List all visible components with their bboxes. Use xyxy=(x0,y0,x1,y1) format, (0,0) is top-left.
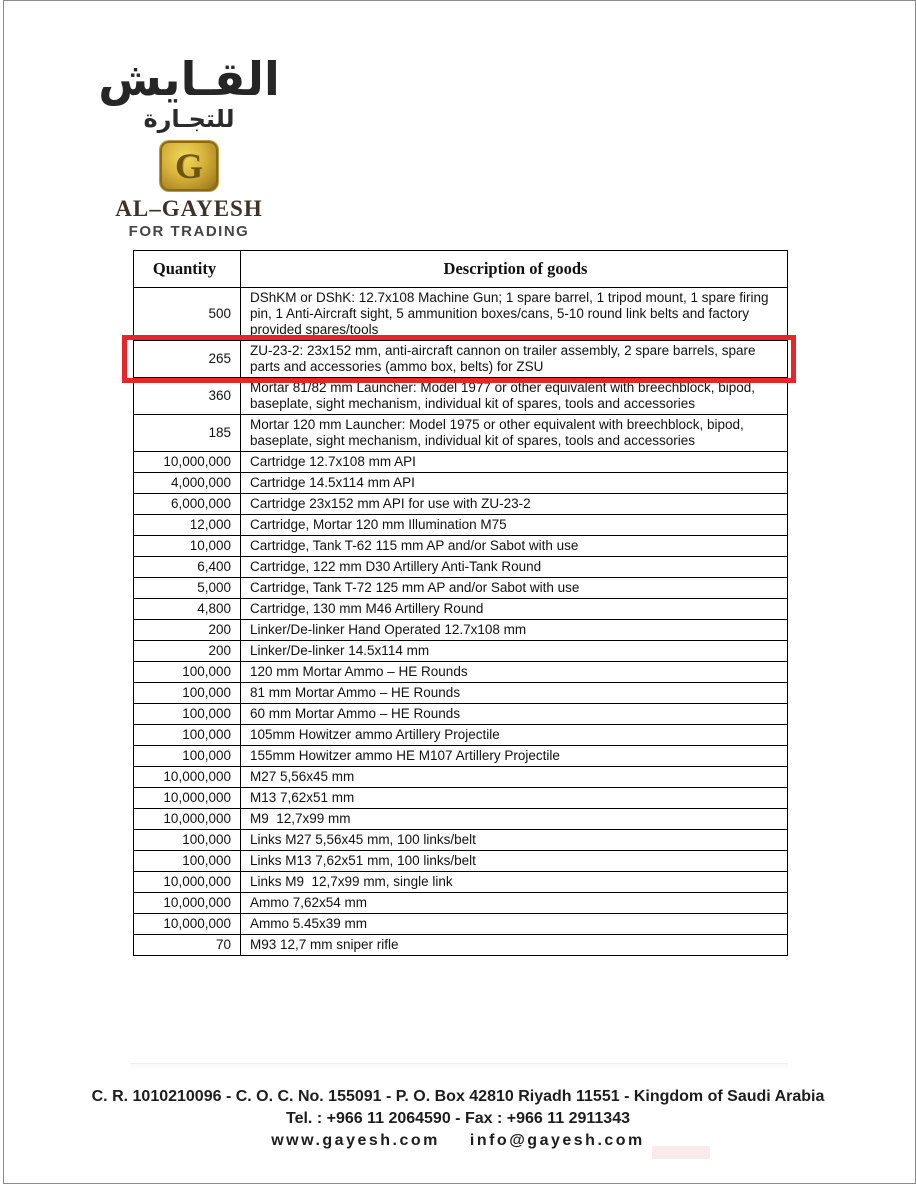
description-cell: M9 12,7x99 mm xyxy=(250,811,351,826)
table-row xyxy=(134,599,787,620)
footer-registration-line: C. R. 1010210096 - C. O. C. No. 155091 - P. O. Box 42810 Riyadh 11551 - Kingdom of Saudi Arabia xyxy=(91,1088,825,1105)
description-cell: 105mm Howitzer ammo Artillery Projectile xyxy=(250,727,500,742)
table-row xyxy=(134,935,787,955)
quantity-column-header: Quantity xyxy=(134,251,241,287)
description-cell: 60 mm Mortar Ammo – HE Rounds xyxy=(250,706,461,721)
footer-web-line xyxy=(0,1130,916,1152)
description-cell: Cartridge, 130 mm M46 Artillery Round xyxy=(250,601,484,616)
quantity-cell: 10,000,000 xyxy=(134,452,241,472)
table-header-row xyxy=(134,251,787,288)
table-row xyxy=(134,893,787,914)
logo-arabic-tagline: للتجـارة xyxy=(143,104,235,133)
table-row xyxy=(134,288,787,341)
quantity-cell: 100,000 xyxy=(134,830,241,850)
description-cell: M93 12,7 mm sniper rifle xyxy=(250,937,399,952)
footer-website: www.gayesh.com xyxy=(271,1132,440,1149)
table-row xyxy=(134,914,787,935)
table-row xyxy=(134,557,787,578)
description-cell: Links M13 7,62x51 mm, 100 links/belt xyxy=(250,853,476,868)
quantity-cell: 10,000,000 xyxy=(134,767,241,787)
description-cell: Mortar 120 mm Launcher: Model 1975 or other equivalent with breechblock, bipod, baseplate, sight mechanism, individual kit of spares, tools and accessories xyxy=(250,417,748,448)
table-row xyxy=(134,746,787,767)
quantity-cell: 10,000,000 xyxy=(134,872,241,892)
description-cell: DShKM or DShK: 12.7x108 Machine Gun; 1 spare barrel, 1 tripod mount, 1 spare firing pin, 1 Anti-Aircraft sight, 5 ammunition boxes/cans, 5-10 round link belts and factory provided spares/tools xyxy=(250,290,773,337)
quantity-cell: 10,000,000 xyxy=(134,809,241,829)
table-row xyxy=(134,536,787,557)
company-logo xyxy=(96,54,282,240)
table-row xyxy=(134,620,787,641)
table-row xyxy=(134,641,787,662)
quantity-cell: 10,000 xyxy=(134,536,241,556)
quantity-cell: 100,000 xyxy=(134,683,241,703)
quantity-cell: 100,000 xyxy=(134,725,241,745)
table-row xyxy=(134,683,787,704)
quantity-cell: 100,000 xyxy=(134,662,241,682)
table-row xyxy=(134,515,787,536)
description-cell: Ammo 5.45x39 mm xyxy=(250,916,368,931)
quantity-cell: 70 xyxy=(134,935,241,955)
table-row xyxy=(134,415,787,452)
table-row xyxy=(134,830,787,851)
description-cell: 120 mm Mortar Ammo – HE Rounds xyxy=(250,664,468,679)
footer xyxy=(0,1086,916,1152)
table-row xyxy=(134,662,787,683)
description-cell: ZU-23-2: 23x152 mm, anti-aircraft cannon on trailer assembly, 2 spare barrels, spare parts and accessories (ammo box, belts) for ZSU xyxy=(250,343,760,374)
table-row xyxy=(134,473,787,494)
table-row xyxy=(134,809,787,830)
description-cell: Cartridge, Tank T-62 115 mm AP and/or Sabot with use xyxy=(250,538,579,553)
quantity-cell: 100,000 xyxy=(134,704,241,724)
table-row xyxy=(134,341,787,378)
table-row xyxy=(134,494,787,515)
footer-email: info@gayesh.com xyxy=(469,1132,645,1149)
table-row xyxy=(134,704,787,725)
table-row xyxy=(134,578,787,599)
logo-monogram-badge xyxy=(160,141,218,191)
description-cell: Links M9 12,7x99 mm, single link xyxy=(250,874,453,889)
description-cell: Linker/De-linker 14.5x114 mm xyxy=(250,643,430,658)
quantity-cell: 10,000,000 xyxy=(134,893,241,913)
description-cell: Links M27 5,56x45 mm, 100 links/belt xyxy=(250,832,476,847)
company-tagline: FOR TRADING xyxy=(128,223,250,241)
quantity-cell: 6,000,000 xyxy=(134,494,241,514)
quantity-cell: 5,000 xyxy=(134,578,241,598)
goods-table-body xyxy=(134,288,787,955)
quantity-cell: 4,000,000 xyxy=(134,473,241,493)
description-cell: Ammo 7,62x54 mm xyxy=(250,895,368,910)
quantity-cell: 200 xyxy=(134,620,241,640)
description-cell: Cartridge 23x152 mm API for use with ZU-23-2 xyxy=(250,496,531,511)
company-name: AL–GAYESH xyxy=(115,195,263,221)
description-cell: Cartridge, Mortar 120 mm Illumination M75 xyxy=(250,517,507,532)
table-row xyxy=(134,767,787,788)
quantity-cell: 6,400 xyxy=(134,557,241,577)
description-column-header: Description of goods xyxy=(443,259,588,278)
table-row xyxy=(134,872,787,893)
quantity-cell: 360 xyxy=(134,378,241,414)
description-cell: 155mm Howitzer ammo HE M107 Artillery Projectile xyxy=(250,748,560,763)
table-row xyxy=(134,725,787,746)
quantity-cell: 185 xyxy=(134,415,241,451)
description-cell: Mortar 81/82 mm Launcher: Model 1977 or other equivalent with breechblock, bipod, baseplate, sight mechanism, individual kit of spares, tools and accessories xyxy=(250,380,759,411)
quantity-cell: 4,800 xyxy=(134,599,241,619)
table-row xyxy=(134,452,787,473)
description-cell: Cartridge, 122 mm D30 Artillery Anti-Tank Round xyxy=(250,559,542,574)
description-cell: Cartridge, Tank T-72 125 mm AP and/or Sabot with use xyxy=(250,580,580,595)
logo-monogram-letter: G xyxy=(174,145,203,186)
quantity-cell: 10,000,000 xyxy=(134,788,241,808)
quantity-cell: 100,000 xyxy=(134,746,241,766)
footer-contact-line: Tel. : +966 11 2064590 - Fax : +966 11 2911343 xyxy=(286,1110,630,1127)
quantity-cell: 500 xyxy=(134,288,241,340)
table-row xyxy=(134,788,787,809)
description-cell: 81 mm Mortar Ammo – HE Rounds xyxy=(250,685,461,700)
table-row xyxy=(134,378,787,415)
description-cell: Cartridge 12.7x108 mm API xyxy=(250,454,416,469)
description-cell: Cartridge 14.5x114 mm API xyxy=(250,475,415,490)
quantity-cell: 100,000 xyxy=(134,851,241,871)
goods-table xyxy=(133,250,788,956)
quantity-cell: 12,000 xyxy=(134,515,241,535)
description-cell: Linker/De-linker Hand Operated 12.7x108 mm xyxy=(250,622,527,637)
logo-arabic-name: القـايش xyxy=(98,52,280,106)
description-cell: M27 5,56x45 mm xyxy=(250,769,355,784)
quantity-cell: 200 xyxy=(134,641,241,661)
quantity-cell: 265 xyxy=(134,341,241,377)
table-row xyxy=(134,851,787,872)
quantity-cell: 10,000,000 xyxy=(134,914,241,934)
description-cell: M13 7,62x51 mm xyxy=(250,790,355,805)
